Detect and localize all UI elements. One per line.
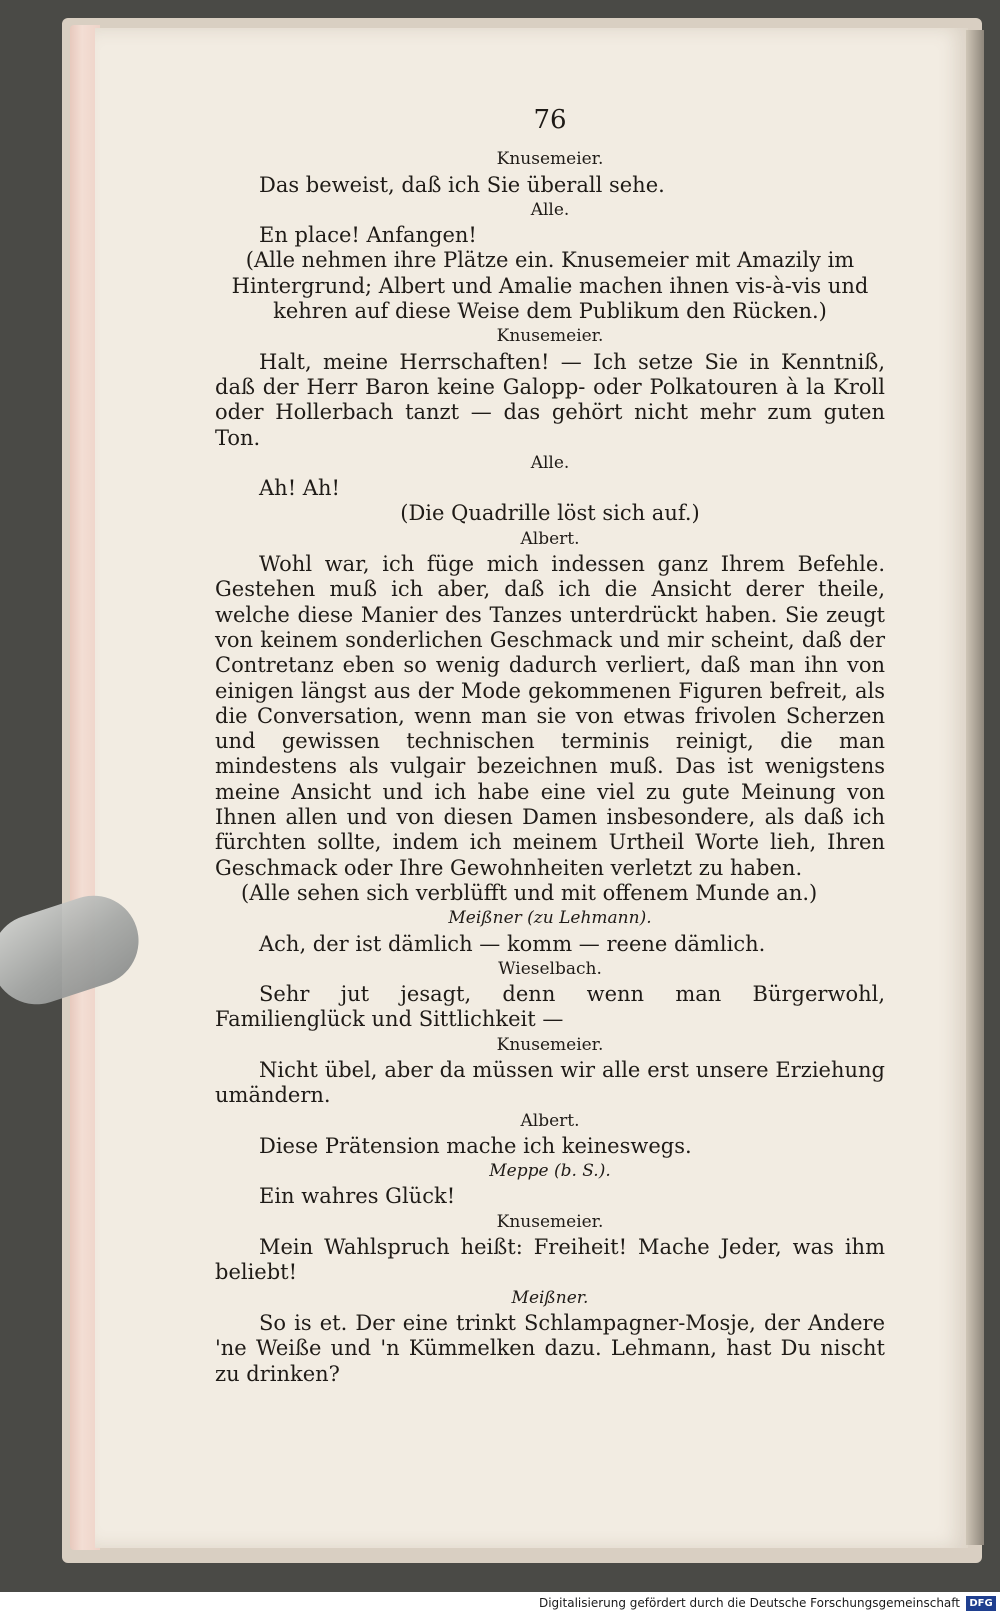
funding-credit: Digitalisierung gefördert durch die Deutsche Forschungsgemeinschaft [538,1596,960,1610]
dfg-logo: DFG [966,1596,996,1611]
dialogue-line: Ah! Ah! [259,476,340,501]
page-number: 76 [533,105,567,135]
speaker-name: Albert. [520,528,580,549]
page-gutter [966,30,984,1545]
dialogue-line: Ach, der ist dämlich — komm — reene dämlich. [259,931,766,956]
dialogue-line: Das beweist, daß ich Sie überall sehe. [259,172,665,197]
speaker-name: Knusemeier. [496,149,604,170]
dialogue-line: Halt, meine Herrschaften! — Ich setze Sie in Kenntniß, daß der Herr Baron keine Galopp- oder Polkatouren à la Kroll oder Hollerbach tanzt — das gehört nicht mehr zum guten Ton. [215,349,885,450]
dialogue-line: En place! Anfangen! [259,223,477,248]
dialogue-line: Nicht übel, aber da müssen wir alle erst unsere Erziehung umändern. [215,1057,885,1108]
dialogue-line: Diese Prätension mache ich keineswegs. [259,1133,692,1158]
speaker-name: Knusemeier. [496,1034,604,1055]
dialogue-line: Mein Wahlspruch heißt: Freiheit! Mache Jeder, was ihm beliebt! [215,1235,885,1285]
speaker-name: Knusemeier. [496,1211,604,1232]
footer-bar [0,1594,1000,1615]
dialogue-line: Sehr jut jesagt, denn wenn man Bürgerwohl, Familienglück und Sittlichkeit — [215,982,885,1032]
dialogue-line: Ein wahres Glück! [259,1184,456,1209]
stage-direction: (Die Quadrille löst sich auf.) [400,501,700,526]
speaker-name: Alle. [530,199,570,220]
dialogue-line: So is et. Der eine trinkt Schlampagner-Mosje, der Andere 'ne Weiße und 'n Kümmelken dazu. Lehmann, hast Du nischt zu drinken? [215,1310,885,1386]
page-text [215,105,885,1387]
speaker-name: Meppe (b. S.). [489,1161,611,1182]
speaker-name: Meißner. [511,1287,589,1308]
speaker-name: Albert. [520,1110,580,1131]
speaker-name: Meißner (zu Lehmann). [448,908,652,929]
speaker-name: Alle. [530,452,570,473]
dialogue-line: Wohl war, ich füge mich indessen ganz Ihrem Befehle. Gestehen muß ich aber, daß ich die Ansicht derer theile, welche diese Manier des Tanzes unterdrückt haben. Sie zeugt von keinem sonderlichen Geschmack und mir scheint, daß der Contretanz eben so wenig dadurch verliert, daß man ihn von einigen längst aus der Mode gekommenen Figuren befreit, als die Conversation, wenn man sie von etwas frivolen Scherzen und gewissen technischen terminis reinigt, die man mindestens als vulgair bezeichnen muß. Das ist wenigstens meine Ansicht und ich habe eine viel zu gute Meinung von Ihnen allen und von diesen Damen insbesondere, als daß ich fürchten sollte, indem ich meinem Urtheil Worte lieh, Ihren Geschmack oder Ihre Gewohnheiten verletzt zu haben. [215,552,885,880]
stage-direction: (Alle nehmen ihre Plätze ein. Knusemeier mit Amazily im Hintergrund; Albert und Amalie machen ihnen vis-à-vis und kehren auf diese Weise dem Publikum den Rücken.) [231,248,869,324]
speaker-name: Knusemeier. [496,326,604,347]
stage-direction: (Alle sehen sich verblüfft und mit offenem Munde an.) [241,880,818,905]
speaker-name: Wieselbach. [498,958,602,979]
